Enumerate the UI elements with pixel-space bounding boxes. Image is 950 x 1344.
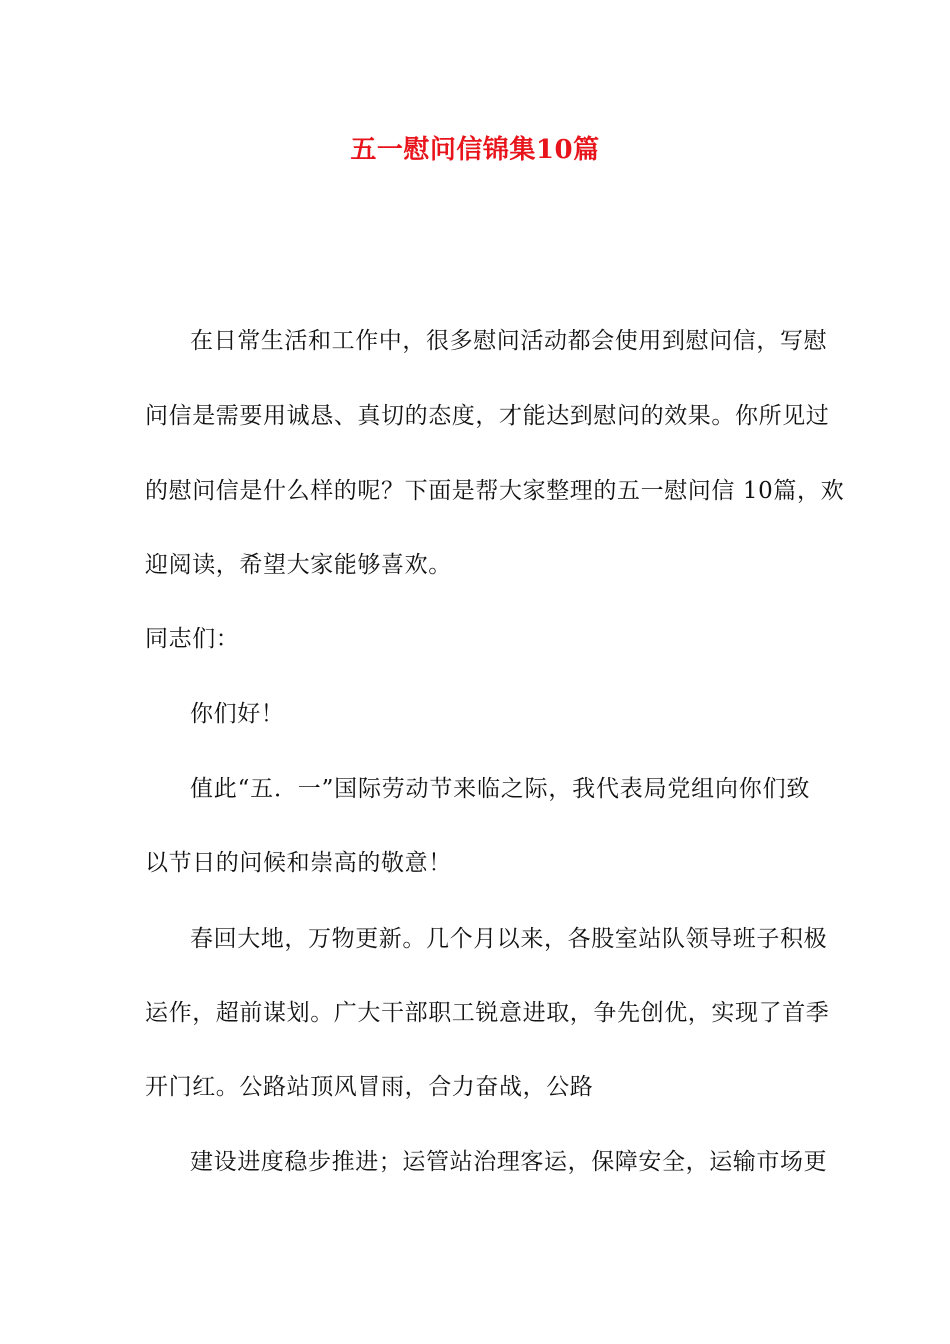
paragraph-line: 春回大地，万物更新。几个月以来，各股室站队领导班子积极 (190, 926, 828, 952)
paragraph-line: 迎阅读，希望大家能够喜欢。 (145, 552, 452, 578)
paragraph-line: 问信是需要用诚恳、真切的态度，才能达到慰问的效果。你所见过 (145, 403, 830, 429)
paragraph-line: 在日常生活和工作中，很多慰问活动都会使用到慰问信，写慰 (190, 328, 828, 354)
paragraph-line: 建设进度稳步推进；运管站治理客运，保障安全，运输市场更 (190, 1149, 828, 1175)
salutation: 同志们： (145, 626, 240, 652)
paragraph-line: 运作，超前谋划。广大干部职工锐意进取，争先创优，实现了首季 (145, 1000, 830, 1026)
document-title: 五一慰问信锦集10篇 (350, 135, 600, 165)
paragraph-line: 值此“五．一”国际劳动节来临之际，我代表局党组向你们致 (190, 776, 810, 802)
greeting: 你们好！ (190, 701, 285, 727)
paragraph-line: 的慰问信是什么样的呢？下面是帮大家整理的五一慰问信 10篇，欢 (145, 478, 845, 504)
paragraph-line: 以节日的问候和崇高的敬意！ (145, 850, 452, 876)
paragraph-line: 开门红。公路站顶风冒雨，合力奋战，公路 (145, 1074, 594, 1100)
